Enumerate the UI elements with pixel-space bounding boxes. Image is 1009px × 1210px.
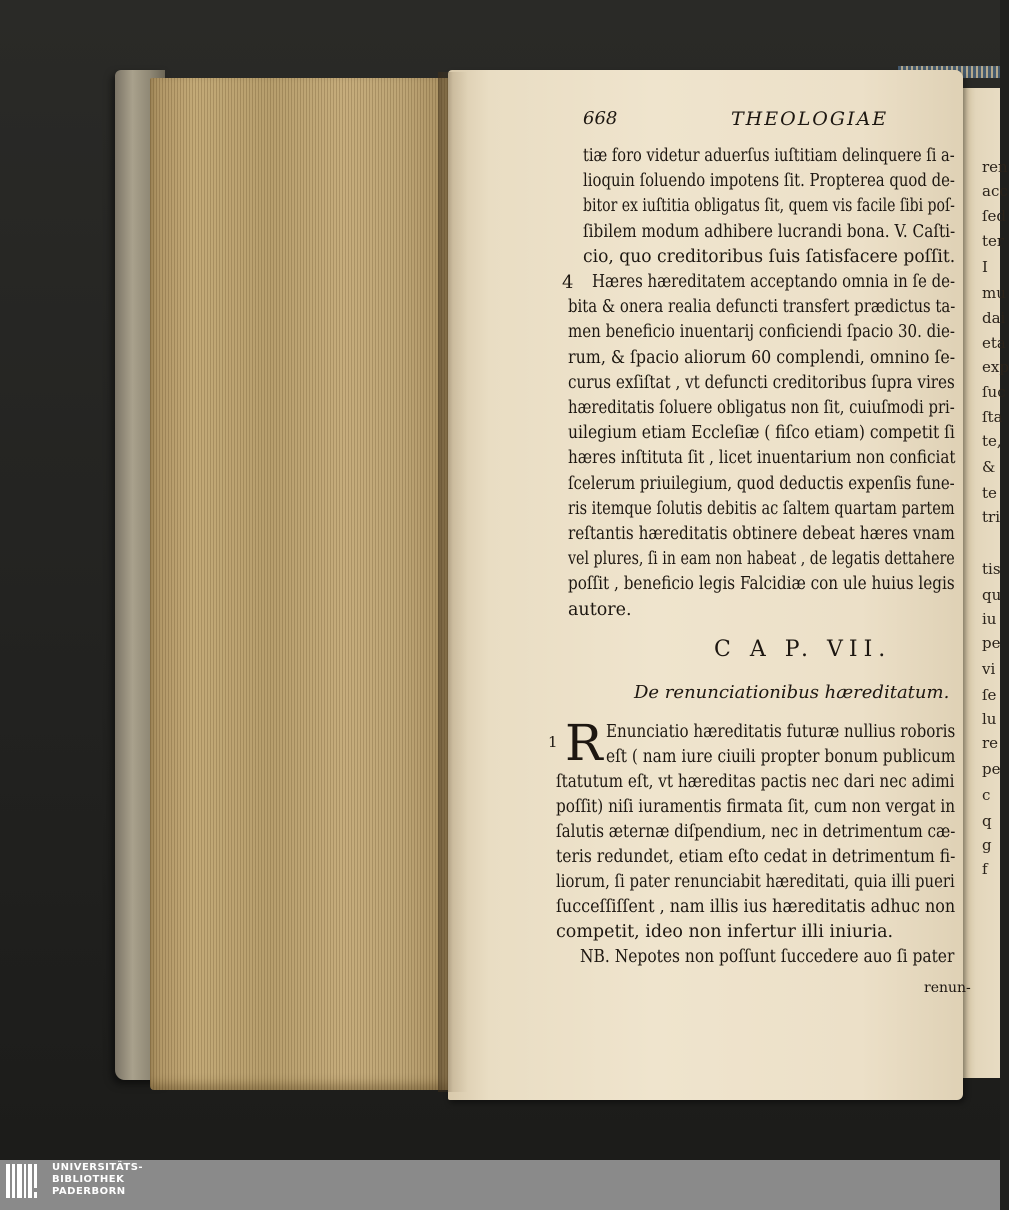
chapter-heading: C A P. VII.	[714, 637, 892, 662]
library-footer	[0, 1160, 1000, 1210]
facing-page-fragment: ſta	[982, 408, 1003, 426]
facing-page-fragment: acc	[982, 182, 1008, 200]
text-line: hæreditatis ſoluere obligatus non ſit, cuiuſmodi pri-	[568, 398, 955, 418]
text-line: NB. Nepotes non poſſunt ſuccedere auo ſi pater	[580, 947, 955, 967]
text-line: cio, quo creditoribus ſuis ſatisfacere poſſit.	[583, 246, 956, 267]
facing-page-fragment: ſed	[982, 207, 1007, 225]
facing-page-fragment: tis	[982, 560, 1001, 578]
text-line: bitor ex iuſtitia obligatus ſit, quem vis facile ſibi poſ-	[583, 196, 955, 217]
text-line: ris itemque ſolutis debitis ac ſaltem quartam partem	[568, 498, 955, 519]
text-line: curus exſiſtat , vt defuncti creditoribus ſupra vires	[568, 372, 955, 393]
facing-page-fragment: ter	[982, 232, 1005, 250]
text-line: poſſit) niſi iuramentis firmata ſit, cum non vergat in	[556, 797, 956, 817]
facing-page-fragment: qu	[982, 586, 1002, 604]
text-line: vel plures, ſi in eam non habeat , de legatis dettahere	[568, 549, 955, 570]
text-line: ſtatutum eſt, vt hæreditas pactis nec dari nec adimi	[556, 772, 955, 792]
page-number: 668	[583, 108, 618, 129]
library-name-line-3: PADERBORN	[52, 1186, 126, 1197]
page-edges	[150, 78, 450, 1090]
running-head	[583, 108, 923, 138]
text-line: eſt ( nam iure ciuili propter bonum publicum	[606, 747, 956, 767]
margin-number: 1	[548, 733, 558, 751]
facing-page-fragment: tri	[982, 508, 1000, 526]
facing-page-fragment: ren	[982, 158, 1008, 176]
text-line: teris redundet, etiam eſto cedat in detrimentum fi-	[556, 847, 956, 867]
drop-cap: R	[565, 714, 603, 772]
library-name-line-1: UNIVERSITÄTS-	[52, 1162, 144, 1173]
text-line: poſſit , beneficio legis Falcidiæ con ule huius legis	[568, 574, 955, 595]
facing-page-fragment: dai	[982, 309, 1006, 327]
facing-page-fragment: mu	[982, 284, 1006, 302]
margin-number: 4	[562, 272, 574, 293]
facing-page-fragment: c	[982, 786, 991, 804]
facing-page-fragment: &	[982, 458, 996, 476]
text-line: liorum, ſi pater renunciabit hæreditati, quia illi pueri	[556, 872, 955, 892]
facing-page-fragment: I	[982, 258, 988, 276]
facing-page-fragment: pe	[982, 634, 1001, 652]
facing-page-fragment: ſe	[982, 686, 997, 704]
facing-page-fragment: re	[982, 734, 999, 752]
catchword: renun-	[924, 980, 971, 996]
running-head-title: THEOLOGIAE	[731, 108, 889, 130]
text-line: Hæres hæreditatem acceptando omnia in ſe de-	[592, 272, 956, 292]
facing-page-fragment: exp	[982, 358, 1009, 376]
text-line: ſcelerum priuilegium, quod deductis expenſis fune-	[568, 473, 955, 494]
text-line: tiæ foro videtur aduerſus iuſtitiam delinquere ſi a-	[583, 146, 955, 166]
text-line: ſibilem modum adhibere lucrandi bona. V. Caſti-	[583, 221, 956, 242]
text-line: reſtantis hæreditatis obtinere debeat hæres vnam	[568, 524, 955, 544]
facing-page-fragment: iu	[982, 610, 997, 628]
text-line: bita & onera realia defuncti transfert prædictus ta-	[568, 297, 956, 318]
facing-page-fragment: pe	[982, 760, 1001, 778]
facing-page-fragment: ſuc	[982, 383, 1006, 401]
text-line: ſalutis æternæ diſpendium, nec in detrimentum cæ-	[556, 822, 956, 842]
text-line: uilegium etiam Eccleſiæ ( fiſco etiam) competit ſi	[568, 423, 955, 444]
text-line: lioquin ſoluendo impotens ſit. Propterea quod de-	[583, 171, 955, 192]
text-line: autore.	[568, 599, 632, 620]
facing-page-fragment: vi	[982, 660, 996, 678]
text-line: hæres inſtituta ſit , licet inuentarium non conficiat	[568, 448, 956, 469]
library-name-line-2: BIBLIOTHEK	[52, 1174, 125, 1185]
facing-page-fragment: te	[982, 484, 997, 502]
facing-page-fragment: q	[982, 812, 992, 830]
text-line: ſucceſſiſſent , nam illis ius hæreditatis adhuc non	[556, 897, 956, 917]
gutter-shadow	[438, 72, 468, 1092]
facing-page-fragment: f	[982, 860, 988, 878]
text-line: competit, ideo non infertur illi iniuria.	[556, 922, 894, 942]
text-line: Enunciatio hæreditatis futuræ nullius roboris	[606, 722, 956, 742]
facing-page-fragment: eta	[982, 334, 1006, 352]
facing-page-fragment: lu	[982, 710, 997, 728]
facing-page-fragment: g	[982, 836, 992, 854]
facing-page-fragment: te,	[982, 432, 1002, 450]
library-logo-icon	[6, 1164, 46, 1206]
chapter-subtitle: De renunciationibus hæreditatum.	[634, 682, 950, 703]
text-line: men beneficio inuentarij conficiendi ſpacio 30. die-	[568, 322, 956, 343]
text-line: rum, & ſpacio aliorum 60 complendi, omnino ſe-	[568, 347, 956, 368]
